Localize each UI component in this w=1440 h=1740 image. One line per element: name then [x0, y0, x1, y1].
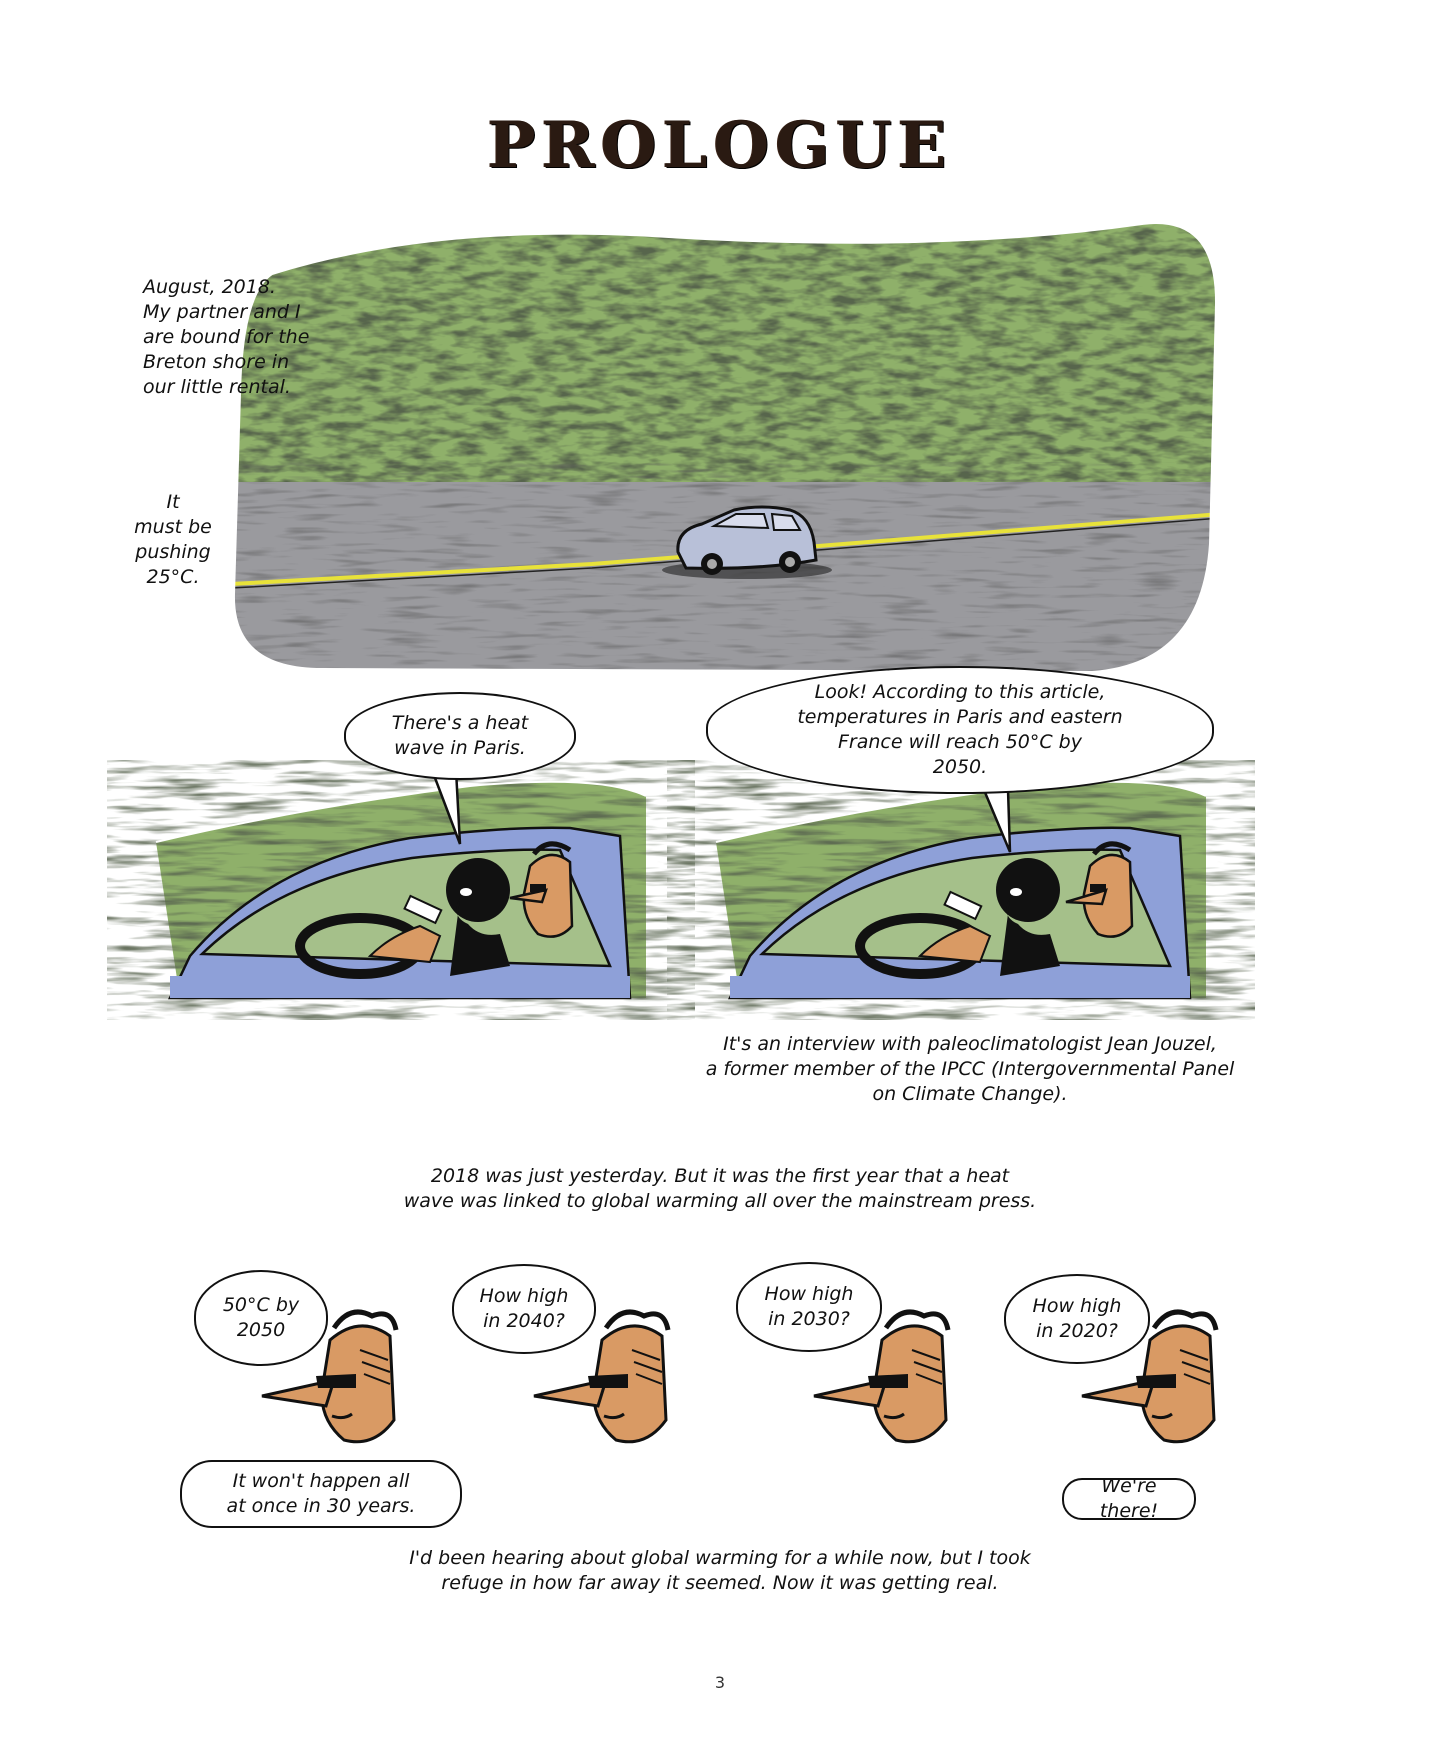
- panel-car-interior-left: [150, 766, 650, 998]
- caption-intro: [143, 275, 363, 400]
- caption-line: are bound for the: [143, 326, 310, 348]
- speech-line: wave in Paris.: [394, 737, 526, 759]
- caption-middle: [300, 1164, 1140, 1214]
- caption-line: on Climate Change).: [872, 1083, 1068, 1105]
- panel-car-interior-right: [710, 766, 1210, 998]
- caption-line: August, 2018.: [143, 276, 276, 298]
- caption-line: refuge in how far away it seemed. Now it was getting real.: [441, 1572, 999, 1594]
- speech-bubble-article: [706, 666, 1214, 794]
- caption-line: pushing: [135, 541, 211, 563]
- speech-bubble-heat-wave: [344, 692, 576, 780]
- caption-interview: [650, 1032, 1290, 1107]
- speech-line: France will reach 50°C by: [838, 731, 1082, 753]
- caption-line: It's an interview with paleoclimatologist Jean Jouzel,: [723, 1033, 1217, 1055]
- speech-tail: [430, 770, 470, 850]
- speech-bubble-2020: [1004, 1274, 1150, 1364]
- speech-bubble-2030: [736, 1262, 882, 1352]
- caption-line: Breton shore in: [143, 351, 290, 373]
- passenger-head: [446, 858, 510, 922]
- caption-bottom: [240, 1546, 1200, 1596]
- speech-bubble-were-there: [1062, 1475, 1196, 1522]
- caption-line: My partner and I: [143, 301, 301, 323]
- caption-line: a former member of the IPCC (Intergovernmental Panel: [705, 1058, 1235, 1080]
- speech-line: 2050.: [932, 756, 988, 778]
- speech-tail: [980, 790, 1020, 856]
- caption-line: 25°C.: [146, 566, 200, 588]
- caption-line: our little rental.: [143, 376, 291, 398]
- caption-line: It: [166, 491, 180, 513]
- speech-line: Look! According to this article,: [814, 681, 1106, 703]
- speech-line: 2050: [236, 1319, 286, 1341]
- speech-line: in 2040?: [483, 1310, 565, 1332]
- panel-road-scene: [232, 214, 1220, 676]
- speech-line: in 2030?: [768, 1308, 850, 1330]
- speech-line: at once in 30 years.: [226, 1495, 416, 1517]
- speech-line: We're there!: [1099, 1475, 1159, 1522]
- speech-bubble-not-all-at-once: [180, 1460, 462, 1528]
- speech-line: in 2020?: [1036, 1320, 1118, 1342]
- speech-bubble-2040: [452, 1264, 596, 1354]
- page-title: PROLOGUE: [487, 108, 953, 183]
- speech-line: It won't happen all: [232, 1470, 410, 1492]
- caption-temperature: [118, 490, 228, 590]
- caption-line: 2018 was just yesterday. But it was the first year that a heat: [430, 1165, 1010, 1187]
- passenger-head: [996, 858, 1060, 922]
- page-number: 3: [714, 1673, 726, 1692]
- speech-line: How high: [764, 1283, 854, 1305]
- speech-line: How high: [1032, 1295, 1122, 1317]
- speech-line: temperatures in Paris and eastern: [797, 706, 1123, 728]
- speech-line: How high: [479, 1285, 569, 1307]
- speech-line: 50°C by: [222, 1294, 300, 1316]
- speech-bubble-2050: [194, 1270, 328, 1366]
- caption-line: I'd been hearing about global warming for a while now, but I took: [409, 1547, 1031, 1569]
- speech-line: There's a heat: [391, 712, 529, 734]
- caption-line: wave was linked to global warming all over the mainstream press.: [403, 1190, 1037, 1212]
- caption-line: must be: [134, 516, 212, 538]
